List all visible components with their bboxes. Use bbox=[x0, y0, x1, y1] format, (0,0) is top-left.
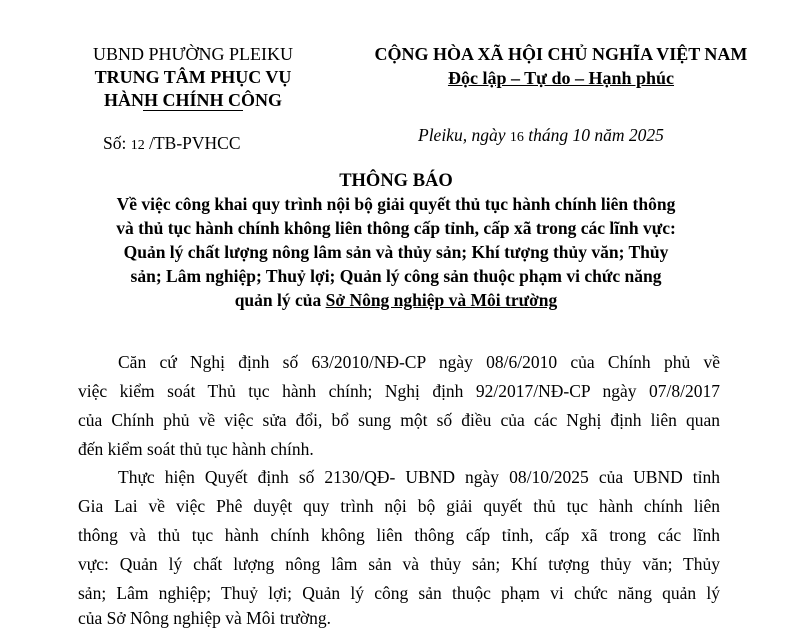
subject-line: Quản lý chất lượng nông lâm sản và thủy sản; Khí tượng thủy văn; Thủy bbox=[123, 242, 669, 262]
paragraph-line: của Chính phủ về việc sửa đổi, bổ sung một số điều của các Nghị định liên quan bbox=[78, 410, 720, 430]
paragraph-line: đến kiểm soát thủ tục hành chính. bbox=[78, 439, 314, 459]
org-name-line1: TRUNG TÂM PHỤC VỤ bbox=[94, 67, 292, 87]
subject-last-prefix: quản lý của bbox=[234, 290, 322, 310]
motto-text: Độc lập – Tự do – Hạnh phúc bbox=[447, 68, 675, 88]
date-day: 16 bbox=[509, 130, 524, 145]
doc-subject bbox=[60, 192, 732, 312]
date-prefix: Pleiku, ngày bbox=[418, 125, 506, 145]
subject-agency: Sở Nông nghiệp và Môi trường bbox=[325, 290, 558, 310]
subject-line: sản; Lâm nghiệp; Thuỷ lợi; Quản lý công sản thuộc phạm vi chức năng bbox=[130, 266, 662, 286]
subject-line-last bbox=[60, 288, 732, 312]
header-right bbox=[352, 42, 770, 90]
date-line bbox=[418, 125, 664, 146]
org-parent: UBND PHƯỜNG PLEIKU bbox=[93, 44, 293, 64]
paragraph-line: thông và thủ tục hành chính không liên thông cấp tỉnh, cấp xã trong các lĩnh bbox=[78, 525, 720, 545]
motto bbox=[352, 66, 770, 90]
paragraph-line: Gia Lai về việc Phê duyệt quy trình nội bộ giải quyết thủ tục hành chính liên bbox=[78, 496, 720, 516]
subject-line: Về việc công khai quy trình nội bộ giải quyết thủ tục hành chính liên thông bbox=[116, 194, 676, 214]
header-left bbox=[62, 42, 324, 112]
paragraph-line: của Sở Nông nghiệp và Môi trường. bbox=[78, 608, 332, 628]
doc-number-suffix: /TB-PVHCC bbox=[149, 133, 241, 153]
doc-number-prefix: Số: bbox=[103, 133, 127, 153]
doc-number-value: 12 bbox=[130, 138, 145, 153]
subject-line: và thủ tục hành chính không liên thông cấp tỉnh, cấp xã trong các lĩnh vực: bbox=[116, 218, 676, 238]
org-underline bbox=[143, 110, 243, 111]
paragraph-line: việc kiểm soát Thủ tục hành chính; Nghị định 92/2017/NĐ-CP ngày 07/8/2017 bbox=[78, 381, 720, 401]
org-name-line2: HÀNH CHÍNH CÔNG bbox=[103, 90, 282, 110]
paragraph-line: Căn cứ Nghị định số 63/2010/NĐ-CP ngày 08/6/2010 của Chính phủ về bbox=[118, 352, 720, 372]
country-name: CỘNG HÒA XÃ HỘI CHỦ NGHĨA VIỆT NAM bbox=[374, 44, 748, 64]
date-suffix: tháng 10 năm 2025 bbox=[528, 125, 664, 145]
paragraph-line: sản; Lâm nghiệp; Thuỷ lợi; Quản lý công sản thuộc phạm vi chức năng quản lý bbox=[78, 583, 720, 603]
doc-type-title: THÔNG BÁO bbox=[339, 171, 453, 191]
paragraph-line: vực: Quản lý chất lượng nông lâm sản và thủy sản; Khí tượng thủy văn; Thủy bbox=[78, 554, 720, 574]
doc-number bbox=[103, 133, 241, 154]
paragraph-line: Thực hiện Quyết định số 2130/QĐ- UBND ngày 08/10/2025 của UBND tỉnh bbox=[118, 467, 720, 487]
